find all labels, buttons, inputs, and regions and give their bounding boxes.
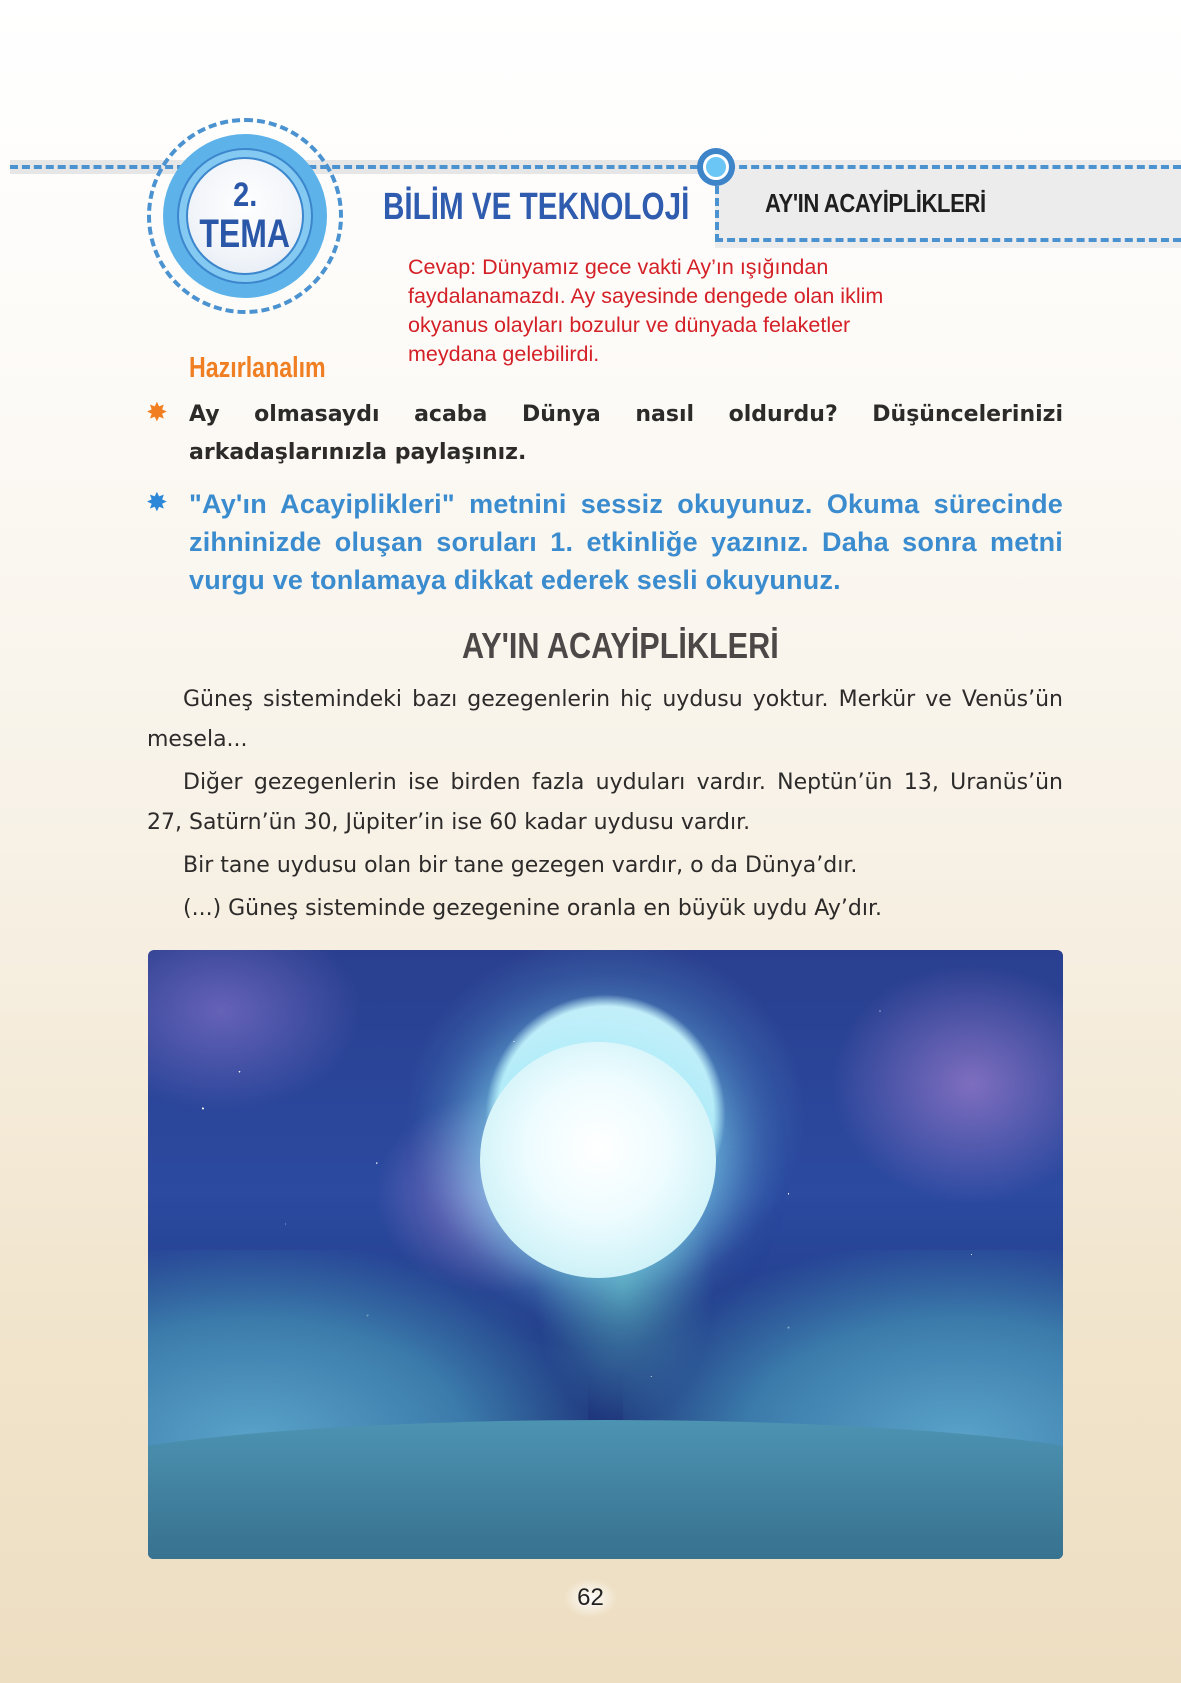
story-title-text: AY'IN ACAYİPLİKLERİ bbox=[462, 625, 779, 666]
lesson-title-box bbox=[715, 160, 1181, 248]
theme-title: BİLİM VE TEKNOLOJİ bbox=[383, 186, 690, 228]
story-paragraph: Diğer gezegenlerin ise birden fazla uyduları vardır. Neptün’ün 13, Uranüs’ün 27, Satürn’ün 30, Jüpiter’in ise 60 kadar uydusu vardır. bbox=[147, 770, 1063, 835]
story-paragraph: Güneş sistemindeki bazı gezegenlerin hiç uydusu yoktur. Merkür ve Venüs’ün mesela... bbox=[147, 687, 1063, 752]
theme-badge bbox=[186, 157, 304, 275]
story-paragraph: (...) Güneş sisteminde gezegenine oranla en büyük uydu Ay’dır. bbox=[183, 896, 882, 921]
story-body bbox=[147, 680, 1063, 932]
story-paragraph: Bir tane uydusu olan bir tane gezegen vardır, o da Dünya’dır. bbox=[183, 853, 858, 878]
moon-illustration bbox=[148, 950, 1063, 1559]
story-title bbox=[0, 625, 1181, 667]
page-number bbox=[0, 1578, 1181, 1618]
preparation-item-2: "Ay'ın Acayiplikleri" metnini sessiz okuyunuz. Okuma sürecinde zihninizde oluşan soruları 1. etkinliğe yazınız. Daha sonra metni vurgu ve tonlamaya dikkat ederek sesli okuyunuz. bbox=[189, 489, 1063, 595]
page-number-text: 62 bbox=[563, 1578, 618, 1618]
lesson-box-bottom-dash bbox=[715, 238, 1181, 242]
header-dashed-line bbox=[10, 165, 710, 169]
preparation-label: Hazırlanalım bbox=[189, 352, 326, 384]
header-band bbox=[10, 160, 710, 174]
blue-burst-icon: ✸ bbox=[146, 488, 168, 518]
connector-dot-inner bbox=[703, 154, 729, 180]
full-moon bbox=[480, 1042, 716, 1278]
lesson-title: AY'IN ACAYİPLİKLERİ bbox=[765, 188, 986, 218]
orange-burst-icon: ✸ bbox=[146, 398, 168, 428]
ocean-horizon bbox=[148, 1420, 1063, 1559]
theme-number: 2. bbox=[232, 176, 258, 214]
lesson-box-top-dash bbox=[715, 165, 1181, 169]
preparation-item-1: Ay olmasaydı acaba Dünya nasıl oldurdu? Düşüncelerinizi arkadaşlarınızla paylaşınız. bbox=[189, 402, 1063, 465]
answer-note: Cevap: Dünyamız gece vakti Ay’ın ışığından faydalanamazdı. Ay sayesinde dengede olan iklim okyanus olayları bozulur ve dünyada felaketler meydana gelebilirdi. bbox=[408, 255, 884, 366]
connector-dot-icon bbox=[697, 148, 735, 186]
theme-word: TEMA bbox=[199, 212, 291, 256]
